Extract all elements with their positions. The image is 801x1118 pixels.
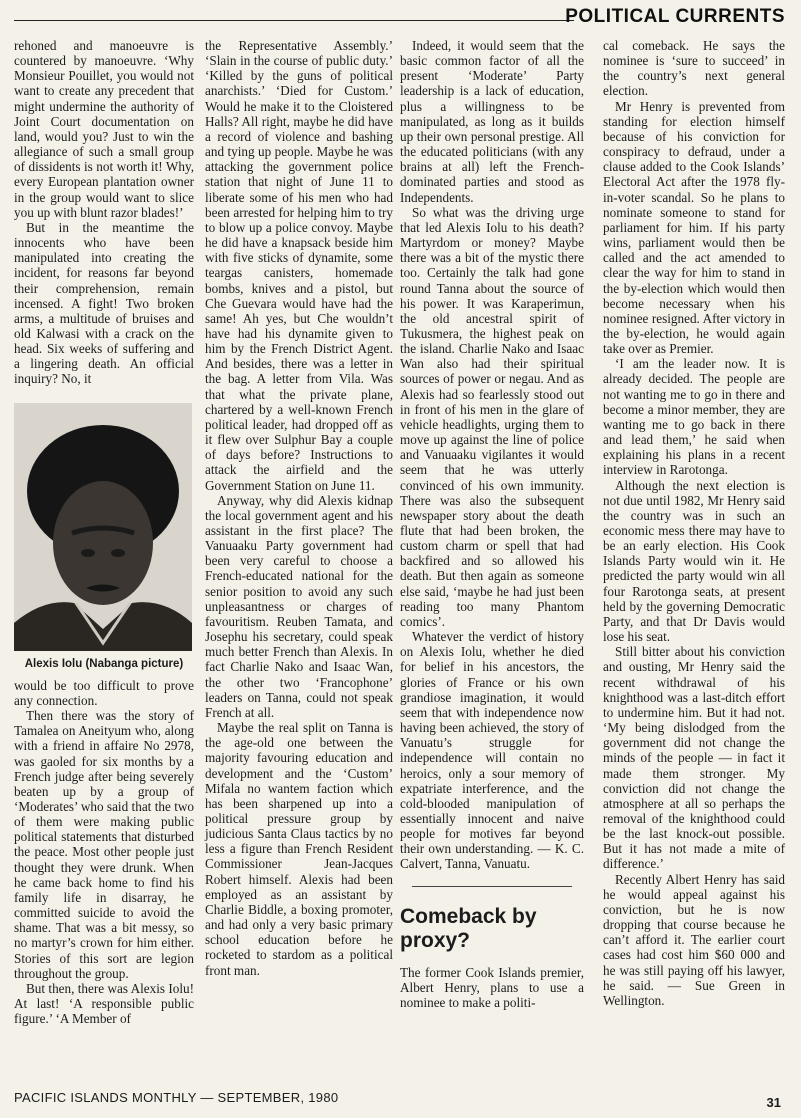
column-4 (603, 38, 785, 1008)
section-title: POLITICAL CURRENTS (565, 6, 785, 27)
paragraph: would be too difficult to prove any connection. (14, 677, 194, 708)
paragraph: cal comeback. He says the nominee is ‘sure to succeed’ in the country’s next general election. (603, 38, 785, 99)
paragraph: The former Cook Islands premier, Albert Henry, plans to use a nominee to make a politi- (400, 964, 584, 1010)
paragraph: the Representative Assembly.’ ‘Slain in the course of public duty.’ ‘Killed by the guns of political anarchists.’ ‘Died for Custom.’ Would he make it to the Cloistered Halls? All right, maybe he did have a record of violence and bashing and tying up people. Maybe he was attacking the government police station that night of June 11 to liberate some of his men who had been arrested for helping him to try to blow up a police convoy. Maybe he did have a knapsack beside him with five sticks of dynamite, some teargas canisters, homemade bombs, knives and a pistol, but Che Guevara would have had the same! Ah yes, but Che wouldn’t have had his dynamite given to him by the French District Agent. And besides, there was a letter in the bag. A letter from Vila. Was that what the private plane, chartered by a well-known French political leader, had dropped off as it flew over Sulphur Bay a couple of days before? Instructions to attack the airfield and the Government Station on June 11. (205, 38, 393, 493)
column-3 (400, 38, 584, 1010)
paragraph: But in the meantime the innocents who have been manipulated into creating the incident, for reasons far beyond their comprehension, remain incensed. A fight! Two broken arms, a multitude of bruises and old Kalwasi with a crack on the head. Six weeks of suffering and a lingering death. An official inquiry? No, it (14, 219, 194, 387)
paragraph: Then there was the story of Tamalea on Aneityum who, along with a friend in affaire No 2978, was gaoled for six months by a French judge after being severely beaten up by a group of ‘Moderates’ who said that the two of them were making public political statements that disturbed the peace. Most other people just thought they were drunk. When he came back home to find his family life in disarray, he committed suicide to avoid the shame. That was a bit messy, so no martyr’s crown for him either. Stories of this sort are legion throughout the group. (14, 708, 194, 981)
paragraph: Indeed, it would seem that the basic common factor of all the present ‘Moderate’ Party leadership is a lack of education, plus a willingness to be manipulated, as long as it builds up their own personal prestige. All the educated politicians (with any brains at all) left the French-dominated parties and stood as Independents. (400, 38, 584, 205)
column-1 (14, 38, 194, 1026)
paragraph: But then, there was Alexis Iolu! At last! ‘A responsible public figure.’ ‘A Member of (14, 980, 194, 1027)
paragraph: Although the next election is not due until 1982, Mr Henry said the country was in such an economic mess there may have to be an early election. His Cook Islands Party would win it. He predicted the party would win all four Rarotonga seats, at present held by the governing Democratic Party, and that Dr Davis would lose his seat. (603, 477, 785, 645)
photo-caption: Alexis Iolu (Nabanga picture) (24, 657, 184, 670)
paragraph: rehoned and manoeuvre is countered by manoeuvre. ‘Why Monsieur Pouillet, you would not want to create any precedent that might undermine the authority of Joint Court documentation on land, would you? Just to win the allegiance of such a small group of dissidents is not worth it! Why, every European plantation owner in the group would want to slice you up with blunt razor blades!’ (14, 38, 194, 220)
portrait-photo (14, 403, 192, 651)
page-number: 31 (766, 1095, 781, 1110)
article-headline: Comeback by proxy? (400, 904, 537, 952)
paragraph: Recently Albert Henry has said he would appeal against his conviction, but he is now dropping that course because he can’t afford it. The earlier court cases had cost him $60 000 and he was still paying off his lawyer, he said. — Sue Green in Wellington. (603, 871, 785, 1008)
paragraph: Still bitter about his conviction and ousting, Mr Henry said the recent withdrawal of his knighthood was a last-ditch effort to undermine him. But it had not. ‘My being dislodged from the government did not change the minds of the people — in fact it made them stronger. My conviction did not change the atmosphere at all so perhaps the removal of the knighthood could be the last knock-out possible. But it has not made a mite of difference.’ (603, 644, 785, 872)
paragraph: ‘I am the leader now. It is already decided. The people are not wanting me to go in there and become a minor member, they are wanting me to go back in there and lead them,’ he said when explaining his plans in a recent interview in Rarotonga. (603, 356, 785, 478)
paragraph: Whatever the verdict of history on Alexis Iolu, whether he died for belief in his ancestors, the glories of France or his own grandiose imagination, it would seem that with independence now having been achieved, the story of Vanuatu’s struggle for independence will contain no heroics, only a sour memory of expatriate interference, and the cold-blooded manipulation of essentially innocent and naive people for motives far beyond their own understanding. — K. C. Calvert, Tanna, Vanuatu. (400, 629, 584, 872)
paragraph: Anyway, why did Alexis kidnap the local government agent and his assistant in the first place? The Vanuaaku Party government had been very careful to choose a French-educated national for the senior position to avoid any such unpleasantness or charges of favouritism. Reuben Tamata, and Josephu his secretary, could speak much better French than Alexis. In fact Charlie Nako and Isaac Wan, the other two ‘Francophone’ leaders on Tanna, could not speak French at all. (205, 492, 393, 720)
footer-publication: PACIFIC ISLANDS MONTHLY — SEPTEMBER, 1980 (14, 1090, 339, 1105)
paragraph: Mr Henry is prevented from standing for election himself because of his conviction for conspiracy to defraud, under a clause added to the Cook Islands’ Electoral Act after the 1978 fly-in-voter scandal. So he plans to nominate someone to stand for parliament for him. If his party wins, parliament would then be called and the act amended to clear the way for him to stand in the by-election which would then become necessary when his nominee resigned. After victory in the by-election, he would again take over as Premier. (603, 98, 785, 357)
header-rule (14, 20, 574, 21)
article-end-rule (412, 886, 572, 887)
paragraph: Maybe the real split on Tanna is the age-old one between the majority favouring education and development and the ‘Custom’ Mifala no wantem faction which has been sharpened up into a political pressure group by judicious Santa Claus tactics by no less a figure than French Resident Commissioner Jean-Jacques Robert himself. Alexis had been employed as an assistant by Charlie Biddle, a boxing promoter, and had only a very basic primary school education before he rocketed to stardom as a political front man. (205, 720, 393, 978)
column-2 (205, 38, 393, 978)
paragraph: So what was the driving urge that led Alexis Iolu to his death? Martyrdom or money? Maybe there was a bit of the mystic there too. Certainly the talk had gone round Tanna about the source of his power. It was Karaperimun, the old ancestral spirit of Tukusmera, the highest peak on the island. Charlie Nako and Isaac Wan also had their spiritual sources of power or negau. And as Alexis had so fearlessly stood out in front of his men in the glare of vehicle headlights, urging them to move up against the line of police and Vanuaaku vigilantes it would seem that he was utterly convinced of his own immunity. There was also the subsequent newspaper story about the death flute that had been broken, the custom charm or spell that had backfired and so allowed his death. But then again as someone else said, ‘maybe he had just been reading too many Phantom comics’. (400, 204, 584, 629)
